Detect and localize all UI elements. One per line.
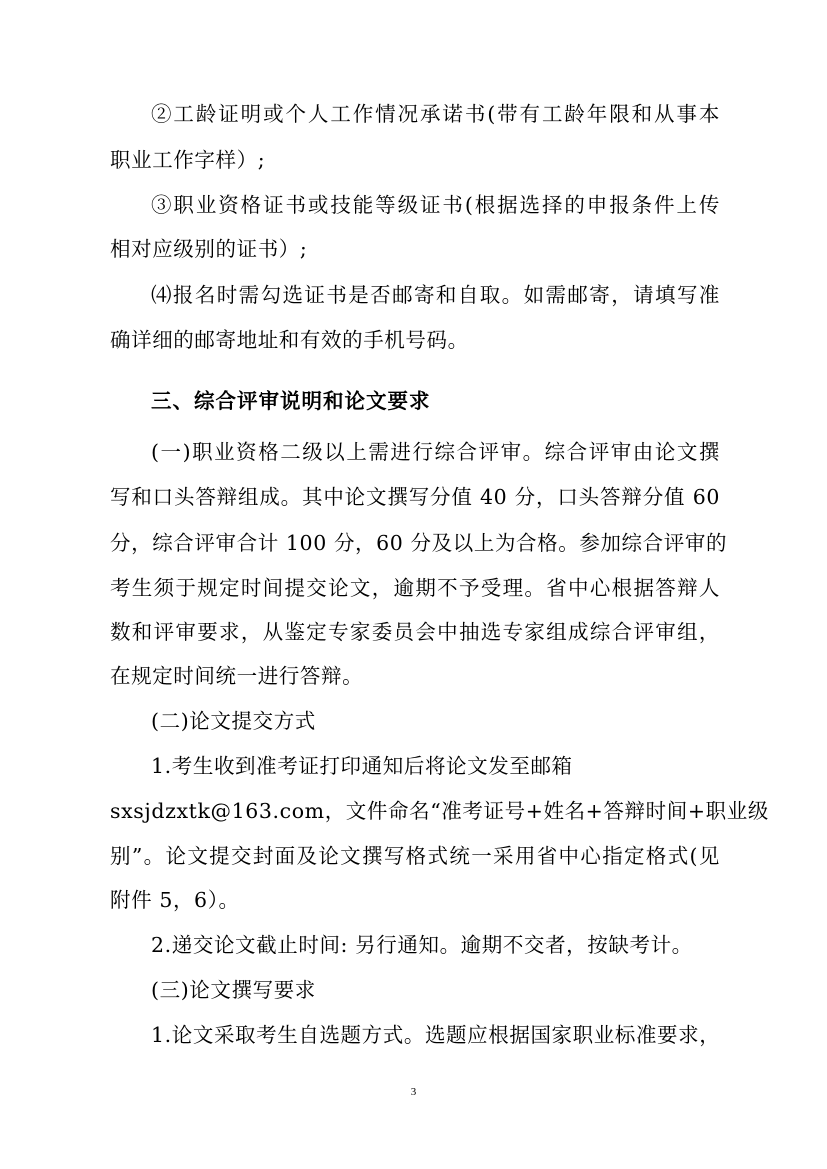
subsection-heading: (三)论文撰写要求 xyxy=(151,978,316,1002)
text-line: (一)职业资格二级以上需进行综合评审。综合评审由论文撰 xyxy=(151,440,720,464)
subsection-heading: (二)论文提交方式 xyxy=(151,709,316,733)
text-line: 写和口头答辩组成。其中论文撰写分值 40 分，口头答辩分值 60 xyxy=(110,485,720,509)
section-heading: 三、综合评审说明和论文要求 xyxy=(151,389,431,413)
text-line: 职业工作字样）; xyxy=(110,148,266,172)
text-line: 相对应级别的证书）; xyxy=(110,237,308,261)
text-line: ⑷报名时需勾选证书是否邮寄和自取。如需邮寄，请填写准 xyxy=(151,283,720,307)
text-line: 考生须于规定时间提交论文，逾期不予受理。省中心根据答辩人 xyxy=(110,576,720,600)
text-line: 附件 5，6）。 xyxy=(110,888,240,912)
text-line: 分，综合评审合计 100 分，60 分及以上为合格。参加综合评审的 xyxy=(110,531,728,555)
text-line: 确详细的邮寄地址和有效的手机号码。 xyxy=(110,328,469,352)
text-line: ②工龄证明或个人工作情况承诺书(带有工龄年限和从事本 xyxy=(151,102,720,126)
text-line: 1.论文采取考生自选题方式。选题应根据国家职业标准要求， xyxy=(151,1023,721,1047)
text-line: 数和评审要求，从鉴定专家委员会中抽选专家组成综合评审组， xyxy=(110,620,720,644)
text-line: 别”。论文提交封面及论文撰写格式统一采用省中心指定格式(见 xyxy=(110,844,720,868)
text-line: 1.考生收到准考证打印通知后将论文发至邮箱 xyxy=(151,754,573,778)
text-line: ③职业资格证书或技能等级证书(根据选择的申报条件上传 xyxy=(151,193,720,217)
text-line: 2.递交论文截止时间: 另行通知。逾期不交者，按缺考计。 xyxy=(151,933,693,957)
text-line: sxsjdzxtk@163.com，文件命名“准考证号+姓名+答辩时间+职业级 xyxy=(110,799,769,823)
page-number: 3 xyxy=(410,1086,417,1098)
text-line: 在规定时间统一进行答辩。 xyxy=(110,664,364,688)
